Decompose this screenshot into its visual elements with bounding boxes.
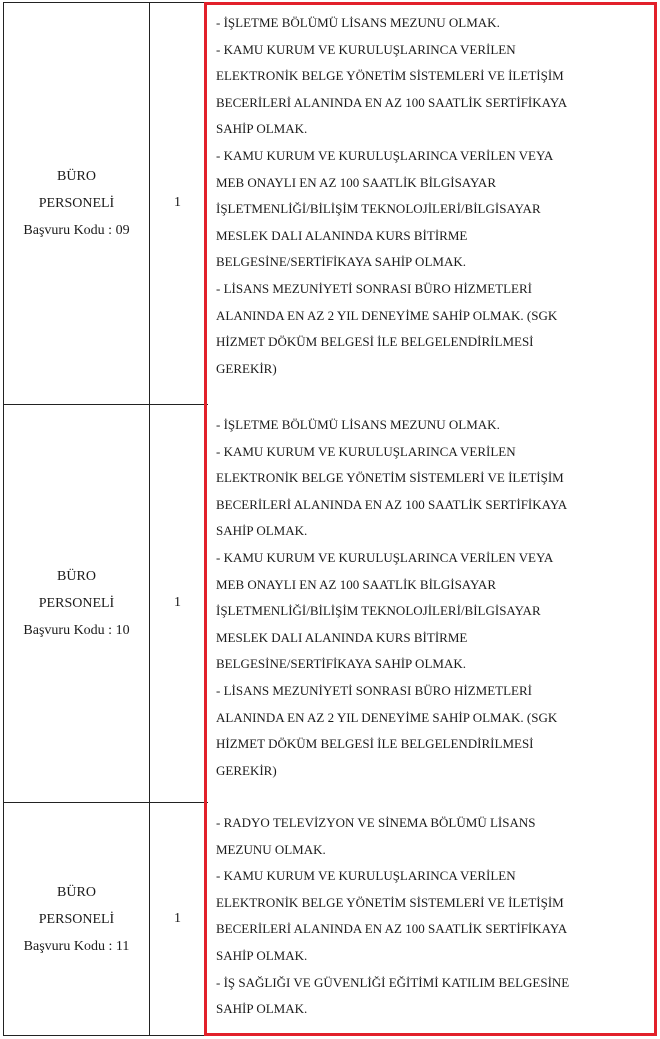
requirement-item: - KAMU KURUM VE KURULUŞLARINCA VERİLEN VEYA MEB ONAYLI EN AZ 100 SAATLİK BİLGİSAYAR İŞLETMENLİĞİ/BİLİŞİM TEKNOLOJİLERİ/BİLGİSAYAR MESLEK DALI ALANINDA KURS BİTİRME BELGESİNE/SERTİFİKAYA SAHİP OLMAK. <box>216 549 554 672</box>
position-title-line: PERSONELİ <box>38 195 115 211</box>
position-title-line: BÜRO <box>57 168 96 184</box>
requirement-item: - İŞ SAĞLIĞI VE GÜVENLİĞİ EĞİTİMİ KATILIM BELGESİNE SAHİP OLMAK. <box>216 974 570 1017</box>
position-count: 1 <box>174 195 181 210</box>
requirement-item: - RADYO TELEVİZYON VE SİNEMA BÖLÜMÜ LİSANS MEZUNU OLMAK. <box>216 815 536 857</box>
requirements-cell <box>206 404 657 802</box>
requirements-cell <box>206 802 657 1036</box>
application-code: Başvuru Kodu : 10 <box>23 622 130 638</box>
table-row <box>3 404 657 802</box>
application-code: Başvuru Kodu : 09 <box>23 222 130 238</box>
requirement-item: - KAMU KURUM VE KURULUŞLARINCA VERİLEN ELEKTRONİK BELGE YÖNETİM SİSTEMLERİ VE İLETİŞİM BECERİLERİ ALANINDA EN AZ 100 SAATLİK SERTİFİKAYA SAHİP OLMAK. <box>216 443 568 539</box>
position-title-line: BÜRO <box>57 884 96 900</box>
row-divider <box>3 2 208 3</box>
position-title-line: PERSONELİ <box>38 911 115 927</box>
row-divider <box>3 802 208 803</box>
position-cell <box>3 2 150 404</box>
requirements-list <box>216 412 649 784</box>
position-count: 1 <box>174 595 181 610</box>
requirements-cell <box>206 2 657 404</box>
count-cell <box>150 404 206 802</box>
position-title-line: PERSONELİ <box>38 595 115 611</box>
requirement-item: - KAMU KURUM VE KURULUŞLARINCA VERİLEN VEYA MEB ONAYLI EN AZ 100 SAATLİK BİLGİSAYAR İŞLETMENLİĞİ/BİLİŞİM TEKNOLOJİLERİ/BİLGİSAYAR MESLEK DALI ALANINDA KURS BİTİRME BELGESİNE/SERTİFİKAYA SAHİP OLMAK. <box>216 147 554 270</box>
position-cell <box>3 404 150 802</box>
application-code: Başvuru Kodu : 11 <box>23 938 130 954</box>
table-row <box>3 2 657 404</box>
requirement-item: - LİSANS MEZUNİYETİ SONRASI BÜRO HİZMETLERİ ALANINDA EN AZ 2 YIL DENEYİME SAHİP OLMAK. (SGK HİZMET DÖKÜM BELGESİ İLE BELGELENDİRİLMESİ GEREKİR) <box>216 682 558 778</box>
job-requirements-table <box>3 2 657 1036</box>
requirements-list <box>216 10 649 382</box>
position-cell <box>3 802 150 1036</box>
position-count: 1 <box>174 911 181 926</box>
position-title-line: BÜRO <box>57 568 96 584</box>
row-divider <box>3 404 208 405</box>
row-divider <box>3 1035 208 1036</box>
table-row <box>3 802 657 1036</box>
requirement-item: - KAMU KURUM VE KURULUŞLARINCA VERİLEN ELEKTRONİK BELGE YÖNETİM SİSTEMLERİ VE İLETİŞİM BECERİLERİ ALANINDA EN AZ 100 SAATLİK SERTİFİKAYA SAHİP OLMAK. <box>216 41 568 137</box>
requirements-list <box>216 810 649 1023</box>
count-cell <box>150 2 206 404</box>
requirement-item: - KAMU KURUM VE KURULUŞLARINCA VERİLEN ELEKTRONİK BELGE YÖNETİM SİSTEMLERİ VE İLETİŞİM BECERİLERİ ALANINDA EN AZ 100 SAATLİK SERTİFİKAYA SAHİP OLMAK. <box>216 868 568 963</box>
requirement-item: - İŞLETME BÖLÜMÜ LİSANS MEZUNU OLMAK. <box>216 417 500 432</box>
requirement-item: - İŞLETME BÖLÜMÜ LİSANS MEZUNU OLMAK. <box>216 15 500 30</box>
count-cell <box>150 802 206 1036</box>
requirement-item: - LİSANS MEZUNİYETİ SONRASI BÜRO HİZMETLERİ ALANINDA EN AZ 2 YIL DENEYİME SAHİP OLMAK. (SGK HİZMET DÖKÜM BELGESİ İLE BELGELENDİRİLMESİ GEREKİR) <box>216 280 558 376</box>
